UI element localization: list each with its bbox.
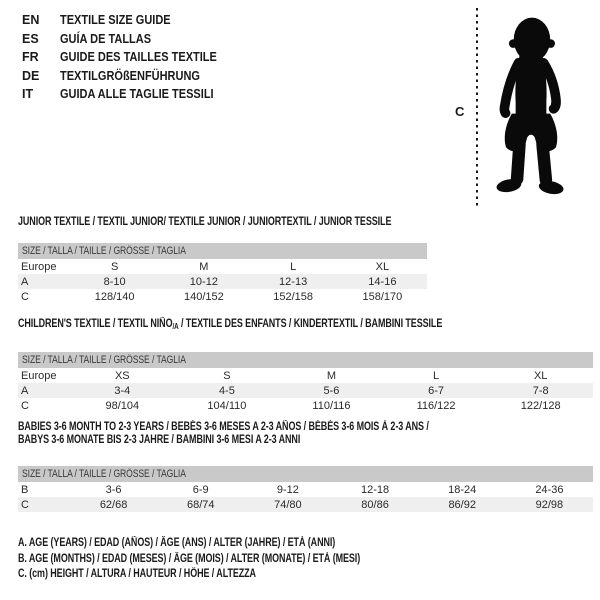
language-code: EN xyxy=(22,13,40,27)
size-cell: 18-24 xyxy=(448,483,477,496)
size-cell: M xyxy=(199,260,209,273)
size-cell: L xyxy=(290,260,297,273)
legend-line-a xyxy=(18,536,457,552)
babies-table-title-line1 xyxy=(18,421,593,434)
size-cell: 116/122 xyxy=(416,399,456,412)
babies-size-table xyxy=(18,482,593,512)
table-row xyxy=(18,289,427,304)
language-title: TEXTILE SIZE GUIDE xyxy=(60,13,171,27)
row-label-cell: Europe xyxy=(21,369,57,382)
childrens-table-title-text xyxy=(18,318,442,333)
language-title: GUIDE DES TAILLES TEXTILE xyxy=(60,50,217,65)
babies-table-title-text2: BABYS 3-6 MONATE BIS 2-3 JAHRE / BAMBINI 3-6 MESI A 2-3 ANNI xyxy=(18,434,301,446)
height-measure-dashed-line xyxy=(476,8,478,208)
size-cell: 10-12 xyxy=(189,275,218,288)
row-label-cell: B xyxy=(21,483,29,496)
language-code: IT xyxy=(22,87,34,102)
table-row xyxy=(18,259,427,274)
title-pre: CHILDREN'S TEXTILE / TEXTIL NIÑO xyxy=(18,318,173,330)
table-row xyxy=(18,274,427,289)
baby-silhouette-icon xyxy=(483,4,579,206)
legend-line-a-text: A. AGE (YEARS) / EDAD (AÑOS) / ÂGE (ANS) / ALTER (JAHRE) / ETÀ (ANNI) xyxy=(18,537,336,549)
size-cell: 92/98 xyxy=(535,498,564,511)
size-cell: 9-12 xyxy=(276,483,299,496)
babies-table-title-text1: BABIES 3-6 MONTH TO 2-3 YEARS / BEBÉS 3-6 MESES A 2-3 AÑOS / BÉBÉS 3-6 MOIS À 2-3 ANS / xyxy=(18,421,429,433)
size-cell: 6-9 xyxy=(192,483,209,496)
size-header-text: SIZE / TALLA / TAILLE / GRÖSSE / TAGLIA xyxy=(22,468,186,480)
row-label-cell: C xyxy=(21,498,29,511)
row-label-cell: A xyxy=(21,384,29,397)
size-cell: 14-16 xyxy=(368,275,397,288)
language-title: GUIDA ALLE TAGLIE TESSILI xyxy=(60,87,214,102)
size-cell: 80/86 xyxy=(361,498,389,511)
size-header-bar xyxy=(18,352,593,368)
size-cell: 12-18 xyxy=(360,483,390,496)
size-cell: L xyxy=(433,369,440,382)
language-row-de xyxy=(22,67,238,86)
junior-table-title xyxy=(18,216,427,229)
size-cell: 4-5 xyxy=(218,384,235,397)
size-cell: S xyxy=(110,260,119,273)
row-label-cell: Europe xyxy=(21,260,57,273)
measure-legend xyxy=(18,536,457,583)
title-post: / TEXTILE DES ENFANTS / KINDERTEXTIL / BAMBINI TESSILE xyxy=(178,318,443,330)
table-row xyxy=(18,398,593,413)
language-row-fr xyxy=(22,48,238,67)
size-header-text: SIZE / TALLA / TAILLE / GRÖSSE / TAGLIA xyxy=(22,354,186,366)
size-cell: 98/104 xyxy=(105,399,140,412)
table-row xyxy=(18,497,593,512)
size-cell: 24-36 xyxy=(535,483,564,496)
language-row-es xyxy=(22,30,238,49)
legend-line-b xyxy=(18,552,457,568)
size-cell: 152/158 xyxy=(273,290,313,303)
size-cell: XL xyxy=(533,369,548,382)
size-cell: S xyxy=(223,369,231,382)
language-row-en xyxy=(22,11,238,30)
babies-table-title-line2 xyxy=(18,434,593,447)
height-measure-label: C xyxy=(455,104,465,119)
table-row xyxy=(18,482,593,497)
size-header-bar xyxy=(18,243,427,259)
babies-textile-section xyxy=(18,421,593,512)
size-cell: 74/80 xyxy=(274,498,302,511)
table-row xyxy=(18,368,593,383)
legend-line-c xyxy=(18,567,457,583)
language-code: ES xyxy=(22,31,39,46)
childrens-size-table xyxy=(18,368,593,413)
childrens-textile-section xyxy=(18,318,593,413)
language-code: FR xyxy=(22,50,39,65)
junior-textile-section xyxy=(18,216,427,304)
size-cell: 140/152 xyxy=(183,290,224,303)
junior-size-table xyxy=(18,259,427,304)
size-cell: 6-7 xyxy=(428,384,445,397)
size-cell: 3-6 xyxy=(105,483,122,496)
size-cell: 12-13 xyxy=(279,275,308,288)
size-cell: XL xyxy=(375,260,390,273)
language-list xyxy=(22,11,238,104)
legend-line-b-text: B. AGE (MONTHS) / EDAD (MESES) / ÂGE (MOIS) / ALTER (MONATE) / ETÀ (MESI) xyxy=(18,552,361,565)
row-label-cell: C xyxy=(21,290,29,303)
size-cell: 122/128 xyxy=(520,399,561,412)
language-title: TEXTILGRÖßENFÜHRUNG xyxy=(60,68,200,83)
size-cell: 8-10 xyxy=(103,275,126,288)
size-cell: XS xyxy=(114,369,130,382)
size-header-text: SIZE / TALLA / TAILLE / GRÖSSE / TAGLIA xyxy=(22,245,186,257)
size-cell: 86/92 xyxy=(448,498,476,511)
row-label-cell: C xyxy=(21,399,29,412)
legend-line-c-text: C. (cm) HEIGHT / ALTURA / HAUTEUR / HÖHE / ALTEZZA xyxy=(18,568,256,581)
size-cell: 7-8 xyxy=(532,384,549,397)
junior-table-title-text: JUNIOR TEXTILE / TEXTIL JUNIOR/ TEXTILE JUNIOR / JUNIORTEXTIL / JUNIOR TESSILE xyxy=(18,216,392,228)
title-subscript: /A xyxy=(172,322,179,331)
size-cell: 68/74 xyxy=(186,498,215,511)
size-header-bar xyxy=(18,466,593,482)
language-row-it xyxy=(22,85,238,104)
language-title: GUÍA DE TALLAS xyxy=(60,31,152,46)
table-row xyxy=(18,383,593,398)
size-cell: 5-6 xyxy=(323,384,340,397)
childrens-table-title xyxy=(18,318,593,331)
size-cell: 104/110 xyxy=(207,399,247,412)
size-cell: 158/170 xyxy=(362,290,403,303)
size-cell: 3-4 xyxy=(114,384,131,397)
size-cell: 110/116 xyxy=(312,399,351,412)
size-cell: M xyxy=(326,369,337,382)
row-label-cell: A xyxy=(21,275,29,288)
size-cell: 62/68 xyxy=(99,498,128,511)
language-code: DE xyxy=(22,68,40,83)
size-cell: 128/140 xyxy=(94,290,135,303)
